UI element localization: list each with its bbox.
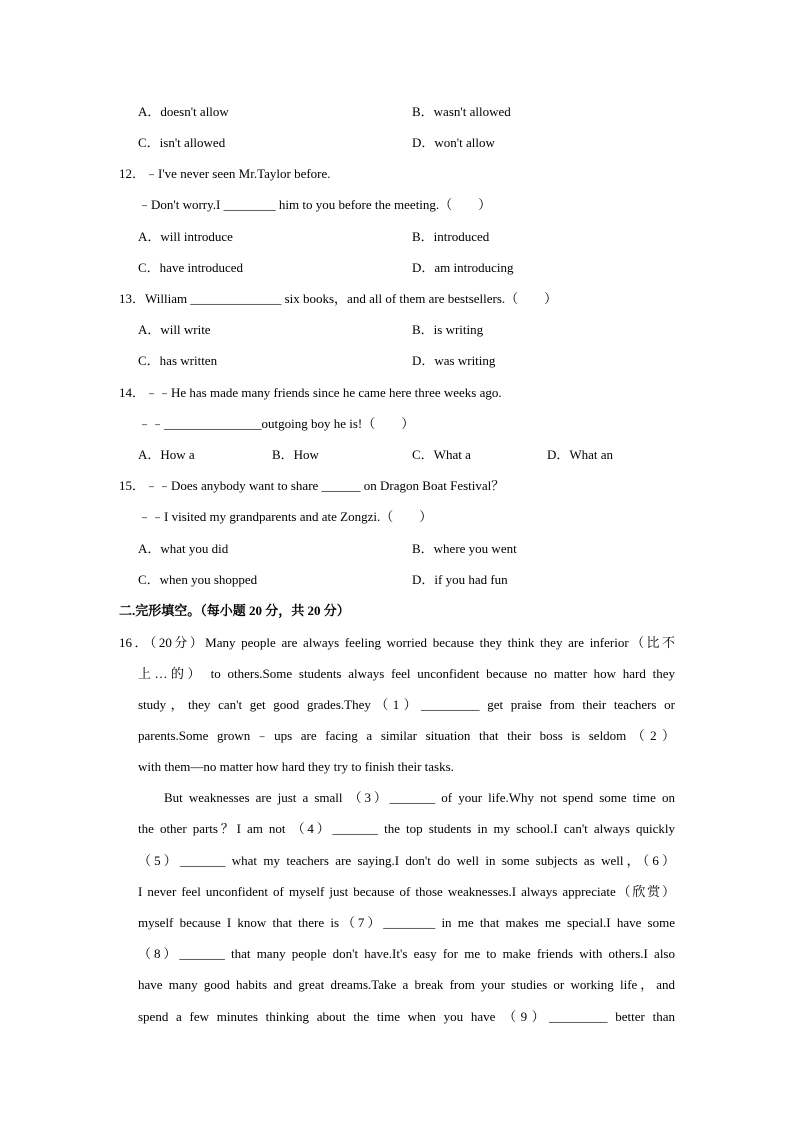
q14-option-c[interactable]: C．What a [412,447,471,462]
q14-stem: 14．﹣﹣He has made many friends since he came here three weeks ago. [119,385,502,400]
q12-dialogue: ﹣Don't worry.I ________ him to you before the meeting.（ ） [138,197,492,212]
section-heading-cloze: 二.完形填空。（每小题 20 分，共 20 分） [119,603,350,618]
q13-option-a[interactable]: A．will write [138,322,211,337]
q15-option-b[interactable]: B．where you went [412,541,517,556]
q15-stem: 15．﹣﹣Does anybody want to share ______ on Dragon Boat Festival？ [119,478,505,493]
q16-passage-line: the other parts？I am not （4）_______ the top students in my school.I can't always quickly [138,821,675,836]
q16-passage-line: （5）_______ what my teachers are saying.I don't do well in some subjects as well，（6） [138,853,675,868]
q11-option-b[interactable]: B．wasn't allowed [412,104,511,119]
q16-passage-line: I never feel unconfident of myself just because of those weaknesses.I always appreciate（欣赏） [138,884,675,899]
q12-option-c[interactable]: C．have introduced [138,260,244,275]
q16-passage-line: study，they can't get good grades.They（1）_________ get praise from their teachers or [138,697,675,712]
q16-passage-line: parents.Some grown﹣ups are facing a similar situation that their boss is seldom（2） [138,728,675,743]
q12-option-b[interactable]: B．introduced [412,229,490,244]
q11-option-c[interactable]: C．isn't allowed [138,135,226,150]
q16-passage-line: 16．（20分）Many people are always feeling worried because they think they are inferior（比不 [119,635,675,650]
q15-dialogue: ﹣﹣I visited my grandparents and ate Zongzi.（ ） [138,509,433,524]
q15-option-a[interactable]: A．what you did [138,541,229,556]
q16-passage-line: with them—no matter how hard they try to finish their tasks. [138,759,454,774]
q14-option-d[interactable]: D．What an [547,447,614,462]
q14-dialogue: ﹣﹣_______________outgoing boy he is!（ ） [138,416,415,431]
q16-passage-line: 上…的） to others.Some students always feel unconfident because no matter how hard they [138,666,675,681]
q14-option-a[interactable]: A．How a [138,447,195,462]
q16-passage-line: spend a few minutes thinking about the time when you have （9）_________ better than [138,1009,675,1024]
q13-option-b[interactable]: B．is writing [412,322,484,337]
q13-stem: 13．William ______________ six books，and all of them are bestsellers.（ ） [119,291,558,306]
q16-passage-line: myself because I know that there is（7）________ in me that makes me special.I have some [138,915,675,930]
q15-option-c[interactable]: C．when you shopped [138,572,258,587]
q12-option-a[interactable]: A．will introduce [138,229,233,244]
q16-passage-line: have many good habits and great dreams.Take a break from your studies or working life，and [138,977,675,992]
q14-option-b[interactable]: B．How [272,447,319,462]
q13-option-c[interactable]: C．has written [138,353,218,368]
q12-option-d[interactable]: D．am introducing [412,260,514,275]
q13-option-d[interactable]: D．was writing [412,353,496,368]
q16-passage-line: （8）_______ that many people don't have.It's easy for me to make friends with others.I also [138,946,675,961]
q12-stem: 12．﹣I've never seen Mr.Taylor before. [119,166,331,181]
q11-option-a[interactable]: A．doesn't allow [138,104,229,119]
q15-option-d[interactable]: D．if you had fun [412,572,508,587]
q16-passage-line: But weaknesses are just a small （3）_______ of your life.Why not spend some time on [164,790,675,805]
q11-option-d[interactable]: D．won't allow [412,135,495,150]
